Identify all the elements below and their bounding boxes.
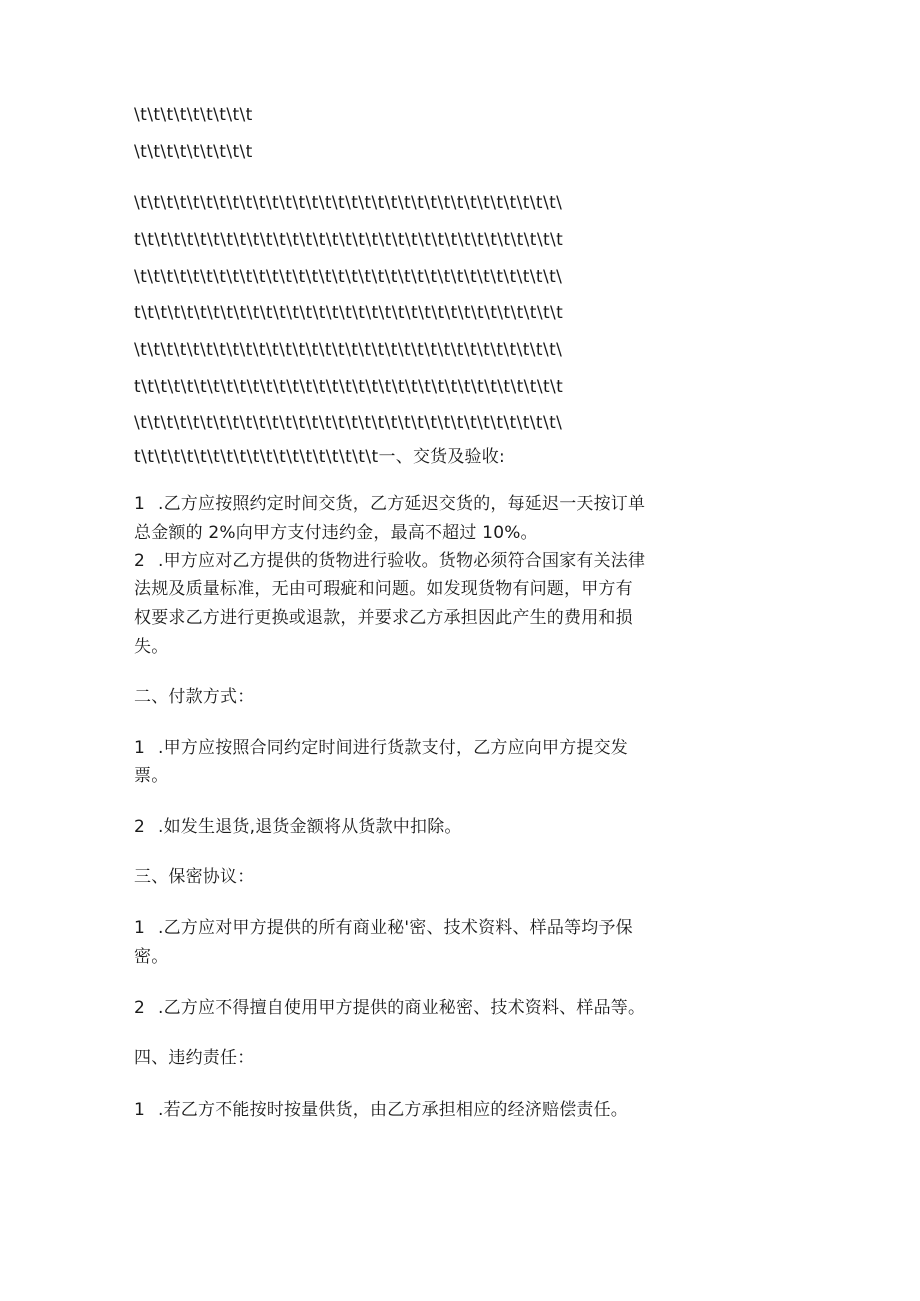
section-1-item-1-line-2: 总金额的 2%向甲方支付违约金，最高不超过 10%。 [134,523,538,543]
section-3-item-2-line-1 [134,997,645,1019]
section-1-heading: 一、交货及验收: [378,447,505,467]
section-1-item-2-line-3: 权要求乙方进行更换或退款，并要求乙方承担因此产生的费用和损 [134,608,633,628]
escape-line-3: \t\t\t\t\t\t\t\t\t\t\t\t\t\t\t\t\t\t\t\t\t\t\t\t\t\t\t\t\t\t\t\t\ [134,193,563,213]
section-4-item-1-line-1 [134,1099,628,1121]
item-text: .乙方应按照约定时间交货，乙方延迟交货的，每延迟一天按订单 [158,494,646,514]
item-text: .乙方应对甲方提供的所有商业秘'密、技术资料、样品等均予保 [158,918,633,938]
section-1-item-2-line-1 [134,550,645,572]
section-1-item-2-line-4: 失。 [134,637,169,657]
item-text: .甲方应对乙方提供的货物进行验收。货物必须符合国家有关法律 [158,551,646,571]
section-2-item-1-line-2: 票。 [134,766,169,786]
section-2-item-2-line-1 [134,816,462,838]
item-number: 1 [134,918,146,938]
escape-line-8: t\t\t\t\t\t\t\t\t\t\t\t\t\t\t\t\t\t\t\t\t\t\t\t\t\t\t\t\t\t\t\t\t [134,377,564,397]
item-number: 2 [134,817,146,837]
escape-prefix: t\t\t\t\t\t\t\t\t\t\t\t\t\t\t\t\t\t\t [134,447,379,467]
section-1-item-2-line-2: 法规及质量标准，无由可瑕疵和问题。如发现货物有问题，甲方有 [134,579,633,599]
escape-line-5: \t\t\t\t\t\t\t\t\t\t\t\t\t\t\t\t\t\t\t\t\t\t\t\t\t\t\t\t\t\t\t\t\ [134,267,563,287]
section-2-item-1-line-1 [134,737,628,759]
section-2-heading: 二、付款方式： [134,687,255,707]
item-text: .乙方应不得擅自使用甲方提供的商业秘密、技术资料、样品等。 [158,998,646,1018]
item-text: .甲方应按照合同约定时间进行货款支付，乙方应向甲方提交发 [158,738,629,758]
section-4-heading: 四、违约责任： [134,1048,255,1068]
item-number: 2 [134,998,146,1018]
escape-line-4: t\t\t\t\t\t\t\t\t\t\t\t\t\t\t\t\t\t\t\t\t\t\t\t\t\t\t\t\t\t\t\t\t [134,230,564,250]
section-3-item-1-line-2: 密。 [134,947,169,967]
escape-line-2: \t\t\t\t\t\t\t\t\t [134,142,253,162]
escape-line-9: \t\t\t\t\t\t\t\t\t\t\t\t\t\t\t\t\t\t\t\t\t\t\t\t\t\t\t\t\t\t\t\t\ [134,413,563,433]
escape-line-7: \t\t\t\t\t\t\t\t\t\t\t\t\t\t\t\t\t\t\t\t\t\t\t\t\t\t\t\t\t\t\t\t\ [134,340,563,360]
section-1-heading-line [134,446,505,468]
escape-line-1: \t\t\t\t\t\t\t\t\t [134,105,253,125]
section-1-item-1-line-1 [134,493,645,515]
escape-line-6: t\t\t\t\t\t\t\t\t\t\t\t\t\t\t\t\t\t\t\t\t\t\t\t\t\t\t\t\t\t\t\t\t [134,303,564,323]
item-text: .若乙方不能按时按量供货，由乙方承担相应的经济赔偿责任。 [158,1100,629,1120]
item-number: 1 [134,738,146,758]
section-3-item-1-line-1 [134,917,633,939]
item-number: 2 [134,551,146,571]
item-text: .如发生退货,退货金额将从货款中扣除。 [158,817,462,837]
item-number: 1 [134,494,146,514]
item-number: 1 [134,1100,146,1120]
section-3-heading: 三、保密协议： [134,867,255,887]
